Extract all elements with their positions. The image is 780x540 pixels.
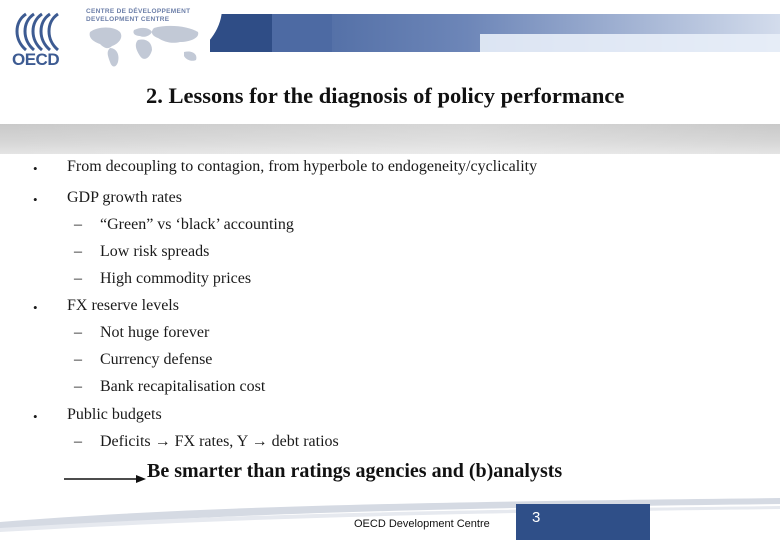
bullet-marker: • xyxy=(33,409,38,424)
sub-bullet-text: Bank recapitalisation cost xyxy=(100,378,266,395)
sub-bullet-text: Currency defense xyxy=(100,351,213,368)
world-map-icon xyxy=(84,22,206,70)
sub-bullet-text: Low risk spreads xyxy=(100,243,210,260)
slide-title: 2. Lessons for the diagnosis of policy performance xyxy=(146,83,625,108)
bullet-marker: • xyxy=(33,161,38,176)
sub-bullet-marker: – xyxy=(74,216,82,233)
sub-bullet-marker: – xyxy=(74,351,82,368)
org-line-fr: CENTRE DE DÉVELOPPEMENT xyxy=(86,8,191,15)
bullet-text: Public budgets xyxy=(67,406,162,423)
header-band xyxy=(210,14,780,52)
sub-bullet-text: Not huge forever xyxy=(100,324,210,341)
footer-org: OECD Development Centre xyxy=(354,518,490,530)
bullet-marker: • xyxy=(33,192,38,207)
org-line-en: DEVELOPMENT CENTRE xyxy=(86,16,170,23)
sub-bullet-text: “Green” vs ‘black’ accounting xyxy=(100,216,294,233)
logo-card xyxy=(0,0,222,78)
bullet-text: FX reserve levels xyxy=(67,297,179,314)
sub-bullet-marker: – xyxy=(74,324,82,341)
sub-bullet-text: Deficits → FX rates, Y → debt ratios xyxy=(100,433,339,450)
conclusion-text: Be smarter than ratings agencies and (b)analysts xyxy=(147,460,563,482)
bullet-marker: • xyxy=(33,300,38,315)
title-underline-band xyxy=(0,124,780,154)
sub-bullet-marker: – xyxy=(74,243,82,260)
oecd-logo-text: OECD xyxy=(12,50,60,69)
sub-bullet-marker: – xyxy=(74,378,82,395)
right-arrow-icon xyxy=(64,474,146,484)
footer-swoosh xyxy=(0,492,780,540)
bullet-text: From decoupling to contagion, from hyperbole to endogeneity/cyclicality xyxy=(67,158,538,175)
sub-bullet-marker: – xyxy=(74,270,82,287)
sub-bullet-text: High commodity prices xyxy=(100,270,252,287)
header-band-mid xyxy=(272,14,332,52)
sub-bullet-marker: – xyxy=(74,433,82,450)
header-band-light xyxy=(480,34,780,52)
title-underline-shade xyxy=(0,124,780,154)
page-number: 3 xyxy=(532,509,541,526)
bullet-text: GDP growth rates xyxy=(67,189,182,206)
